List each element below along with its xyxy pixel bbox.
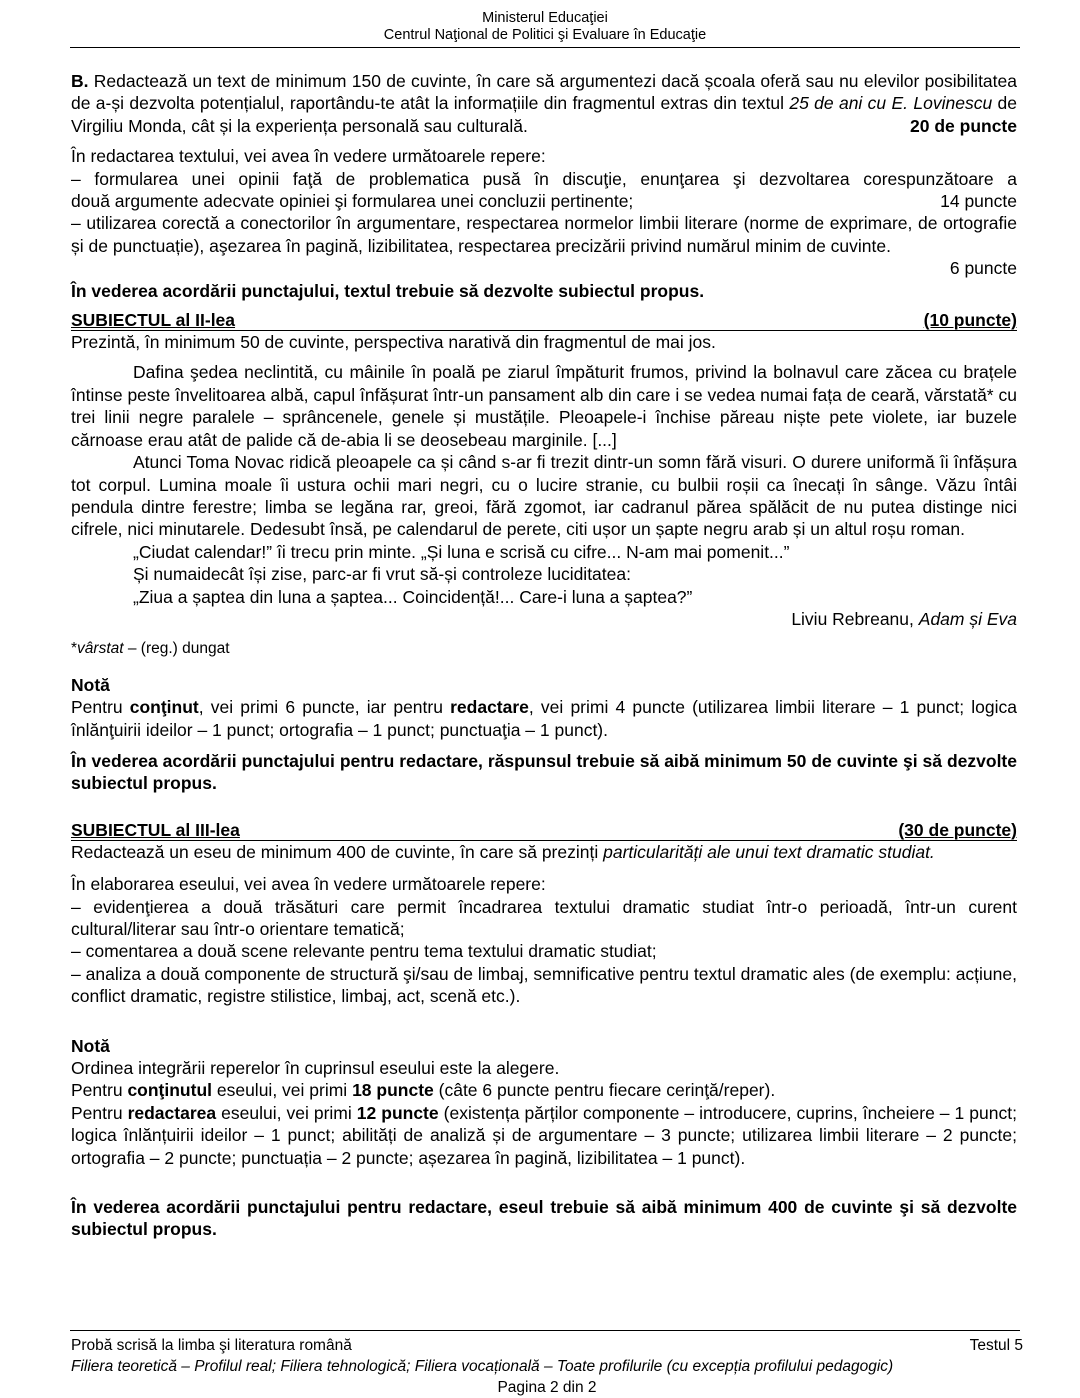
- excerpt-paragraph-2: Atunci Toma Novac ridică pleoapele ca și când s-ar fi trezit dintr-un somn fără visuri. O durere uniformă îi înfășura tot corpul. Lumina moale îi ustura ochii mari negri, cu o lucire stranie, cu bulbii roșii ca înecați în sânge. Văzu întâi pendula dintre ferestre; limba se legăna rar, greoi, fără zgomot, iar cadranul părea spălăcit de nu putea distinge nici cifrele, nici minutarele. Dedesubt însă, pe calendarul de perete, citi ușor un șapte negru arab și un altul roșu roman.: [71, 452, 1017, 540]
- partB-requirement: În vederea acordării punctajului, textul trebuie să dezvolte subiectul propus.: [71, 280, 705, 301]
- subject3-note-3: Pentru redactarea eseului, vei primi 12 puncte (existența părților componente – introducere, cuprins, încheiere – 1 punct; logica înlănțuirii ideilor – 1 punct; abilități de analiză și de argumentare – 3 puncte; utilizarea limbii literare – 2 puncte; ortografia – 2 puncte; punctuația – 2 puncte; așezarea în pagină, lizibilitatea – 1 punct).: [71, 1102, 1017, 1168]
- footer-exam-name: Probă scrisă la limba şi literatura română: [71, 1337, 352, 1354]
- excerpt-quote-3: „Ziua a șaptea din luna a șaptea... Coincidență!... Care-i luna a șaptea?”: [133, 586, 693, 607]
- excerpt-quote-2: Și numaidecât își zise, parc-ar fi vrut să-și controleze luciditatea:: [133, 564, 631, 585]
- work-title: 25 de ani cu E. Lovinescu: [789, 93, 993, 114]
- footer-profiles: Filiera teoretică – Profilul real; Filiera tehnologică; Filiera vocațională – Toate profilurile (cu excepția profilului pedagogic): [71, 1358, 894, 1375]
- excerpt-source: Liviu Rebreanu, Adam și Eva: [791, 608, 1017, 629]
- subject3-bullet-3: – analiza a două componente de structură şi/sau de limbaj, semnificative pentru textul dramatic ales (de exemplu: acțiune, conflict dramatic, registre stilistice, limbaj, act, scenă etc.).: [71, 963, 1017, 1007]
- partB-bullet1-end: două argumente adecvate opiniei şi formularea unei concluzii pertinente; 14 puncte: [71, 191, 1017, 212]
- partB-points: 20 de puncte: [910, 115, 1017, 136]
- partB-label: B.: [71, 71, 89, 91]
- subject3-points: (30 de puncte): [898, 819, 1017, 840]
- footer-divider: [70, 1330, 1020, 1331]
- partB-bullet2: – utilizarea corectă a conectorilor în argumentare, respectarea normelor limbii literare (norme de exprimare, de ortografie și de punctuație), aşezarea în pagină, lizibilitatea, respectarea precizării privind numărul minim de cuvinte.: [71, 213, 1017, 256]
- subject3-intro: În elaborarea eseului, vei avea în vedere următoarele repere:: [71, 874, 546, 895]
- partB-bullet2-points: 6 puncte: [949, 258, 1017, 279]
- subject2-title: SUBIECTUL al II-lea: [71, 310, 236, 331]
- subject2-heading: [71, 311, 1017, 331]
- footer-row-1: [71, 1335, 1023, 1356]
- excerpt-quote-1: „Ciudat calendar!” îi trecu prin minte. „Și luna e scrisă cu cifre... N-am mai pomenit...”: [133, 541, 790, 562]
- page-header: [70, 10, 1020, 44]
- partB-bullet1-points: 14 puncte: [940, 191, 1017, 212]
- subject2-note: Pentru conţinut, vei primi 6 puncte, iar pentru redactare, vei primi 4 puncte (utilizarea limbii literare – 1 punct; logica înlănţuirii ideilor – 1 punct; ortografia – 1 punct; punctuaţia – 1 punct).: [71, 697, 1018, 740]
- footer-test-number: Testul 5: [969, 1337, 1023, 1354]
- subject3-requirement: În vederea acordării punctajului pentru redactare, eseul trebuie să aibă minimum 400 de cuvinte şi să dezvolte subiectul propus.: [71, 1197, 1017, 1240]
- partB-bullet1: – formularea unei opinii faţă de problematica pusă în discuţie, enunţarea şi dezvoltarea corespunzătoare a: [71, 168, 1017, 189]
- subject3-heading: [71, 821, 1017, 841]
- subject3-task: Redactează un eseu de minimum 400 de cuvinte, în care să prezinți particularități ale unui text dramatic studiat.: [71, 841, 935, 862]
- partB-task: B. Redactează un text de minimum 150 de cuvinte, în care să argumentezi dacă școala oferă sau nu elevilor posibilitatea de a-și dezvolta potențialul, raportându-te atât la informațiile din fragmentul extras din textul 25 de ani cu E. Lovinescu de Virgiliu Monda, cât și la experiența personală sau culturală.: [71, 71, 1017, 136]
- page-content: [71, 70, 1017, 1241]
- subject2-requirement: În vederea acordării punctajului pentru redactare, răspunsul trebuie să aibă minimum 50 de cuvinte şi să dezvolte subiectul propus.: [71, 750, 1017, 794]
- subject3-note-title: Notă: [71, 1035, 110, 1056]
- subject2-task: Prezintă, în minimum 50 de cuvinte, perspectiva narativă din fragmentul de mai jos.: [71, 332, 716, 353]
- subject2-points: (10 puncte): [923, 310, 1017, 331]
- footnote: *vârstat – (reg.) dungat: [71, 640, 230, 658]
- subject3-title: SUBIECTUL al III-lea: [71, 819, 240, 840]
- partB-intro: În redactarea textului, vei avea în vedere următoarele repere:: [71, 146, 546, 167]
- excerpt-paragraph-1: Dafina şedea neclintită, cu mâinile în poală pe ziarul împăturit frumos, privind la bolnavul care zăcea cu brațele întinse peste învelitoarea albă, capul înfășurat într-un pansament alb din care i se vedea numai fața de ceară, vărstată* cu trei linii negre paralele – sprâncenele, genele și mustățile. Pleoapele-i închise păreau niște pete violete, iar buzele cărnoase erau atât de palide că de-abia li se deosebeau marginile. [...]: [71, 362, 1017, 450]
- subject3-bullet-1: – evidenţierea a două trăsături care permit încadrarea textului dramatic studiat într-o perioadă, într-un curent cultural/literar sau într-o orientare tematică;: [71, 896, 1017, 940]
- footer-page-number: Pagina 2 din 2: [497, 1379, 597, 1396]
- center-name: Centrul Naţional de Politici şi Evaluare în Educaţie: [383, 27, 707, 43]
- header-divider: [70, 47, 1020, 48]
- subject2-note-title: Notă: [71, 674, 110, 695]
- subject3-bullet-2: – comentarea a două scene relevante pentru tema textului dramatic studiat;: [71, 941, 657, 962]
- page-footer: [71, 1335, 1023, 1398]
- subject3-note-1: Ordinea integrării reperelor în cuprinsul eseului este la alegere.: [71, 1058, 560, 1079]
- subject3-note-2: Pentru conţinutul eseului, vei primi 18 puncte (câte 6 puncte pentru fiecare cerinţă/reper).: [71, 1080, 776, 1101]
- ministry-name: Ministerul Educaţiei: [482, 10, 608, 26]
